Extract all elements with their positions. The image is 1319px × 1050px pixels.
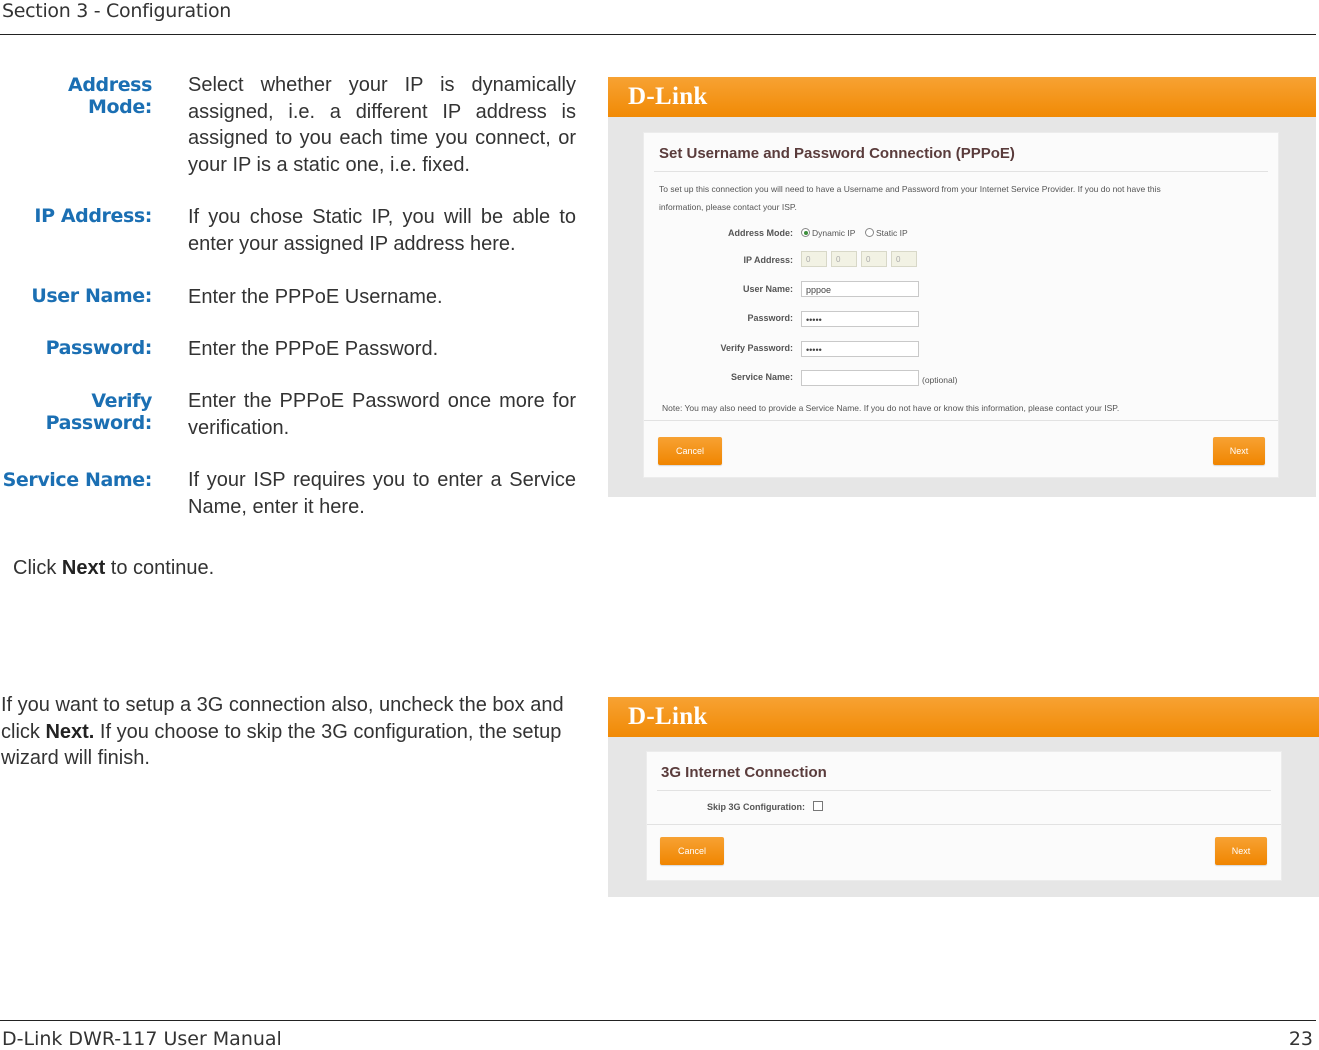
static-ip-label: Static IP xyxy=(876,228,908,238)
ip-octet-3[interactable]: 0 xyxy=(861,251,887,267)
footer-rule xyxy=(0,1020,1316,1021)
card-divider-2 xyxy=(644,420,1278,421)
term-password: Password: xyxy=(45,337,152,359)
optional-hint: (optional) xyxy=(922,375,958,385)
term-ip-address: IP Address: xyxy=(34,205,152,227)
skip-3g-label: Skip 3G Configuration: xyxy=(707,802,805,812)
desc-password: Enter the PPPoE Password. xyxy=(188,338,439,360)
page-number: 23 xyxy=(1288,1028,1313,1050)
term-address-mode: Address Mode: xyxy=(68,74,152,118)
3g-panel xyxy=(608,697,1319,897)
dynamic-ip-label: Dynamic IP xyxy=(812,228,856,238)
card-divider-2 xyxy=(647,824,1281,825)
brand-bar xyxy=(608,77,1316,117)
card-divider xyxy=(657,790,1271,791)
intro-line-1: To set up this connection you will need to have a Username and Password from your Internet Service Provider. If you do not have this xyxy=(659,184,1161,194)
desc-address-mode: Select whether your IP is dynamically assigned, i.e. a different IP address is assigned to you each time you connect, or your IP is a static one, i.e. fixed. xyxy=(188,74,576,176)
next-button[interactable]: Next xyxy=(1213,437,1265,465)
user-name-input[interactable]: pppoe xyxy=(801,281,919,297)
password-label: Password: xyxy=(747,313,793,323)
cancel-button[interactable]: Cancel xyxy=(660,837,724,865)
desc-service-name: If your ISP requires you to enter a Service Name, enter it here. xyxy=(188,469,576,518)
address-mode-label: Address Mode: xyxy=(727,228,793,238)
term-user-name: User Name: xyxy=(31,285,152,307)
brand-bar xyxy=(608,697,1319,737)
ip-octet-4[interactable]: 0 xyxy=(891,251,917,267)
header-rule xyxy=(0,34,1316,35)
ip-octet-1[interactable]: 0 xyxy=(801,251,827,267)
ip-octet-2[interactable]: 0 xyxy=(831,251,857,267)
password-input[interactable]: ••••• xyxy=(801,311,919,327)
service-name-label: Service Name: xyxy=(730,372,793,382)
3g-card-title: 3G Internet Connection xyxy=(661,764,827,781)
ip-address-label: IP Address: xyxy=(743,255,793,265)
intro-line-2: information, please contact your ISP. xyxy=(659,202,797,212)
3g-note: If you want to setup a 3G connection also, uncheck the box and click Next. If you choose to skip the 3G configuration, the setup wizard will finish. xyxy=(1,694,564,769)
continue-note: Click Next to continue. xyxy=(13,557,215,579)
card-divider xyxy=(654,171,1268,172)
term-service-name: Service Name: xyxy=(2,469,152,491)
dlink-logo: D-Link xyxy=(628,703,708,730)
desc-ip-address: If you chose Static IP, you will be able to enter your assigned IP address here. xyxy=(188,206,576,255)
pppoe-card xyxy=(643,132,1279,478)
service-name-note: Note: You may also need to provide a Service Name. If you do not have or know this information, please contact your ISP. xyxy=(662,403,1120,413)
verify-password-label: Verify Password: xyxy=(720,343,793,353)
term-verify-password: Verify Password: xyxy=(45,390,152,434)
skip-3g-checkbox[interactable] xyxy=(813,801,823,811)
user-name-label: User Name: xyxy=(742,284,793,294)
static-ip-radio[interactable] xyxy=(865,228,874,237)
manual-title: D-Link DWR-117 User Manual xyxy=(2,1028,282,1050)
pppoe-card-title: Set Username and Password Connection (PPPoE) xyxy=(659,145,1015,162)
desc-verify-password: Enter the PPPoE Password once more for verification. xyxy=(188,390,576,439)
next-button[interactable]: Next xyxy=(1215,837,1267,865)
desc-user-name: Enter the PPPoE Username. xyxy=(188,286,443,308)
pppoe-panel xyxy=(608,77,1316,497)
verify-password-input[interactable]: ••••• xyxy=(801,341,919,357)
dlink-logo: D-Link xyxy=(628,83,708,110)
cancel-button[interactable]: Cancel xyxy=(658,437,722,465)
service-name-input[interactable] xyxy=(801,370,919,386)
3g-card xyxy=(646,751,1282,881)
section-title: Section 3 - Configuration xyxy=(2,0,232,22)
dynamic-ip-radio[interactable] xyxy=(801,228,810,237)
